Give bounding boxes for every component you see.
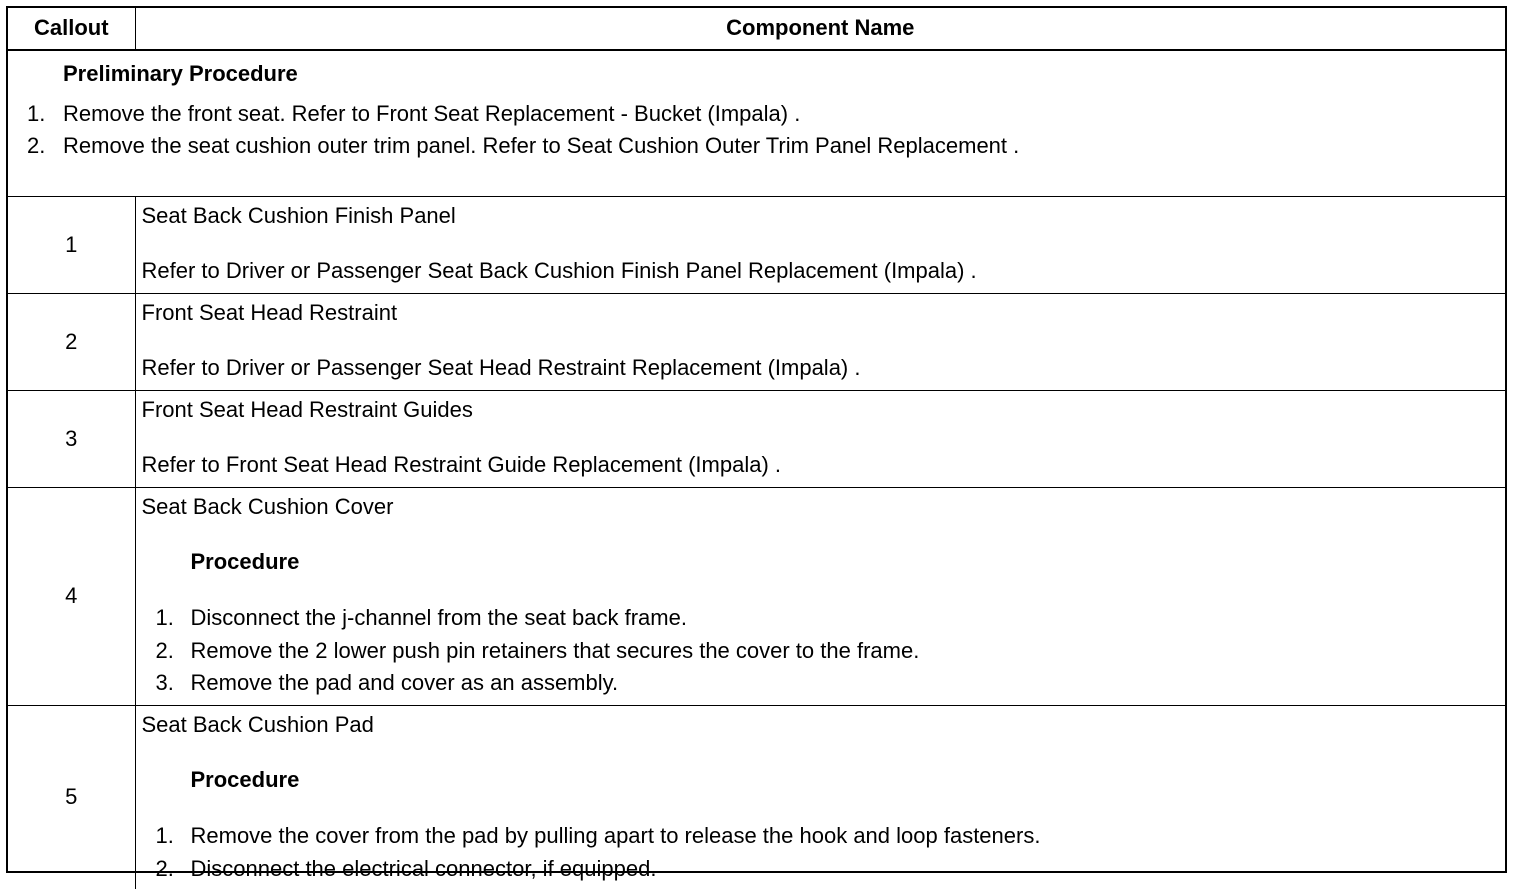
table-row (8, 391, 1505, 488)
component-name: Seat Back Cushion Cover (142, 494, 1506, 549)
preliminary-cell (8, 50, 1505, 197)
list-item (8, 133, 1505, 165)
component-name: Seat Back Cushion Finish Panel (142, 203, 1506, 258)
table-row (8, 197, 1505, 294)
list-item (142, 856, 1506, 889)
step-number: 3. (156, 670, 174, 696)
list-item (142, 670, 1506, 703)
step-number: 1. (27, 101, 57, 127)
component-table (8, 8, 1505, 889)
table-row (8, 294, 1505, 391)
component-reference: Refer to Driver or Passenger Seat Back Cushion Finish Panel Replacement (Impala) . (142, 258, 1506, 293)
list-item (8, 101, 1505, 133)
header-row (8, 8, 1505, 50)
step-text: Remove the front seat. Refer to Front Seat Replacement - Bucket (Impala) . (63, 101, 800, 127)
callout-number: 4 (8, 488, 135, 706)
step-number: 2. (27, 133, 57, 159)
table-row (8, 488, 1505, 706)
list-item (142, 638, 1506, 671)
step-text: Remove the 2 lower push pin retainers that secures the cover to the frame. (191, 638, 920, 664)
component-name: Front Seat Head Restraint Guides (142, 397, 1506, 452)
component-name-header: Component Name (135, 8, 1505, 50)
list-item (142, 823, 1506, 856)
component-reference: Refer to Front Seat Head Restraint Guide Replacement (Impala) . (142, 452, 1506, 487)
callout-number: 5 (8, 706, 135, 889)
component-name: Front Seat Head Restraint (142, 300, 1506, 355)
component-cell (135, 294, 1505, 391)
procedure-title: Procedure (191, 767, 1506, 823)
component-cell (135, 391, 1505, 488)
component-reference: Refer to Driver or Passenger Seat Head Restraint Replacement (Impala) . (142, 355, 1506, 390)
step-number: 2. (156, 638, 174, 664)
callout-number: 2 (8, 294, 135, 391)
step-number: 2. (156, 856, 174, 882)
step-text: Remove the pad and cover as an assembly. (191, 670, 619, 696)
preliminary-title: Preliminary Procedure (63, 59, 1505, 101)
table-row (8, 706, 1505, 889)
procedure-title: Procedure (191, 549, 1506, 605)
callout-number: 1 (8, 197, 135, 294)
callout-number: 3 (8, 391, 135, 488)
step-number: 1. (156, 605, 174, 631)
component-name: Seat Back Cushion Pad (142, 712, 1506, 767)
component-cell (135, 488, 1505, 706)
preliminary-row (8, 50, 1505, 197)
component-cell (135, 706, 1505, 889)
list-item (142, 605, 1506, 638)
step-text: Disconnect the j-channel from the seat back frame. (191, 605, 687, 631)
step-text: Disconnect the electrical connector, if equipped. (191, 856, 657, 882)
callout-header: Callout (8, 8, 135, 50)
step-text: Remove the cover from the pad by pulling apart to release the hook and loop fasteners. (191, 823, 1041, 849)
step-text: Remove the seat cushion outer trim panel. Refer to Seat Cushion Outer Trim Panel Replacement . (63, 133, 1019, 159)
component-table-frame (6, 6, 1507, 873)
step-number: 1. (156, 823, 174, 849)
component-cell (135, 197, 1505, 294)
